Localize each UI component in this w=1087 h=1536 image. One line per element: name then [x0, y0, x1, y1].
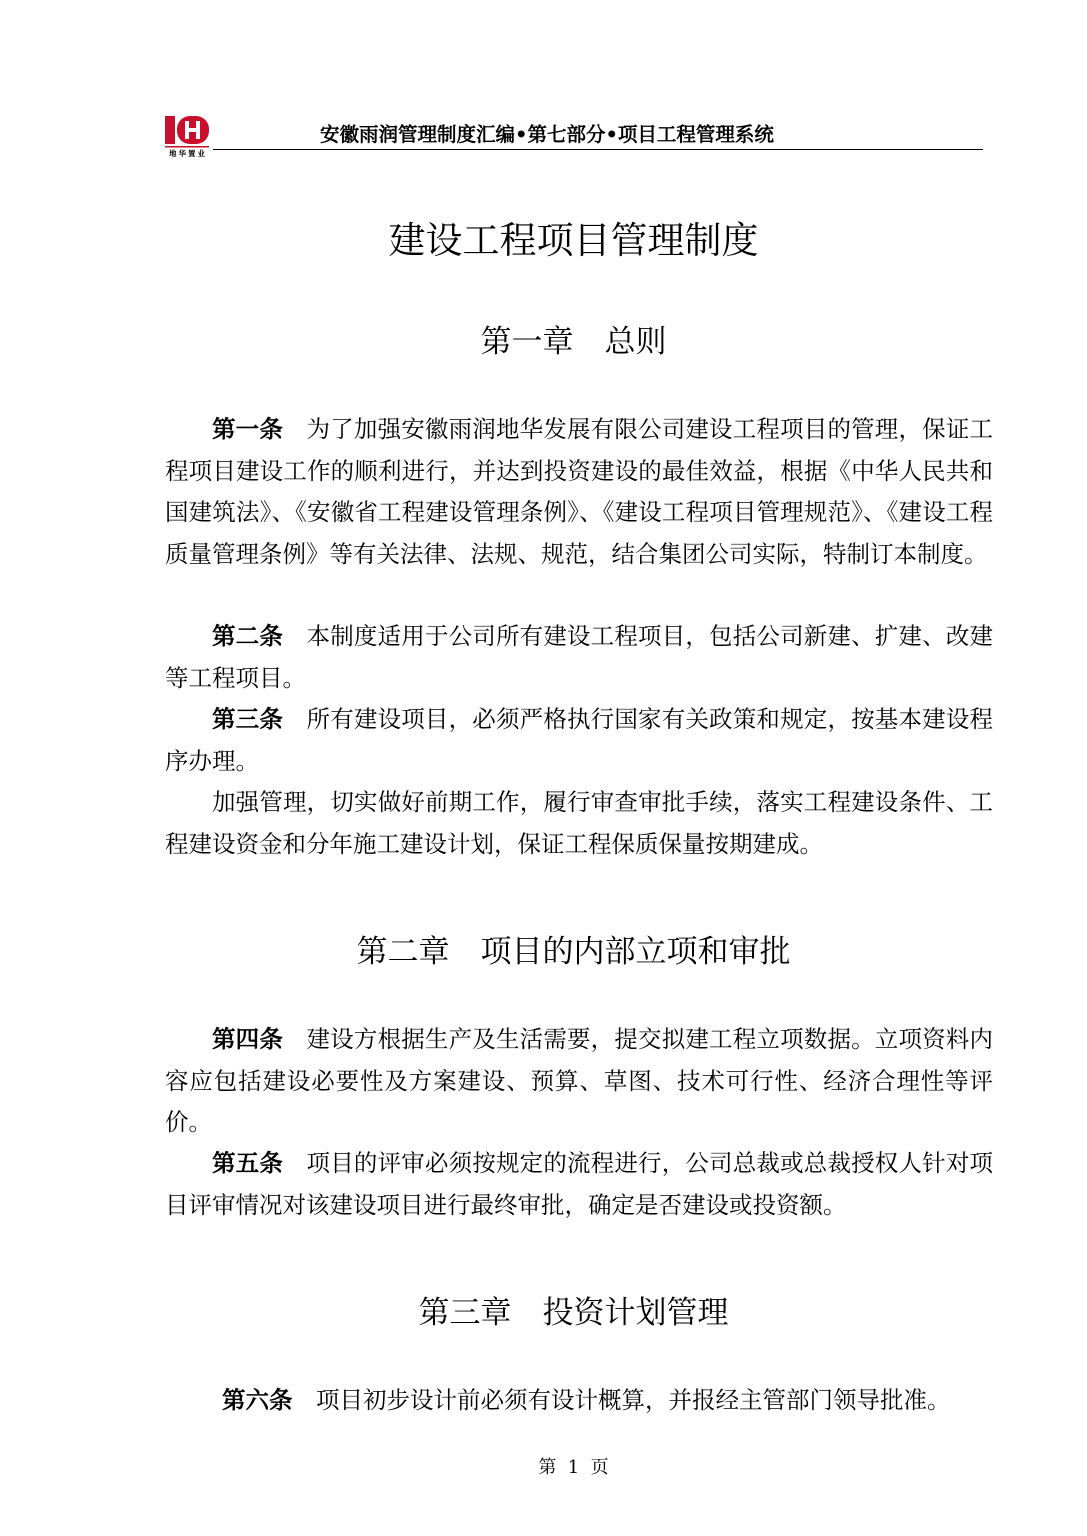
article-paragraph [165, 616, 993, 699]
paragraph-text: 加强管理，切实做好前期工作，履行审查审批手续，落实工程建设条件、工程建设资金和分年施工建设计划，保证工程保质保量按期建成。 [165, 788, 993, 858]
article-paragraph [165, 409, 993, 575]
article-label: 第三条 [212, 705, 284, 733]
article-text: 为了加强安徽雨润地华发展有限公司建设工程项目的管理，保证工程项目建设工作的顺利进行，并达到投资建设的最佳效益，根据《中华人民共和国建筑法》、《安徽省工程建设管理条例》、《建设工程项目管理规范》、《建设工程质量管理条例》等有关法律、法规、规范，结合集团公司实际，特制订本制度。 [165, 415, 994, 568]
chapter-heading: 第二章 项目的内部立项和审批 [356, 934, 791, 970]
body-paragraph [165, 782, 993, 865]
article-text: 项目的评审必须按规定的流程进行，公司总裁或总裁授权人针对项目评审情况对该建设项目进行最终审批，确定是否建设或投资额。 [165, 1149, 994, 1219]
page-number: 第 1 页 [538, 1457, 609, 1478]
article-label: 第一条 [212, 415, 284, 443]
chapter-heading: 第三章 投资计划管理 [418, 1295, 729, 1331]
logo-text: 地华置业 [169, 149, 207, 158]
header-title: 安徽雨润管理制度汇编•第七部分•项目工程管理系统 [320, 123, 774, 146]
article-text: 所有建设项目，必须严格执行国家有关政策和规定，按基本建设程序办理。 [165, 705, 994, 775]
article-text: 项目初步设计前必须有设计概算，并报经主管部门领导批准。 [316, 1386, 951, 1414]
article-paragraph [165, 1019, 993, 1144]
document-title: 建设工程项目管理制度 [388, 219, 759, 262]
article-label: 第四条 [212, 1025, 284, 1053]
article-text: 建设方根据生产及生活需要，提交拟建工程立项数据。立项资料内容应包括建设必要性及方案建设、预算、草图、技术可行性、经济合理性等评价。 [165, 1025, 994, 1136]
company-logo [163, 113, 211, 159]
article-label: 第六条 [222, 1386, 293, 1414]
article-text: 本制度适用于公司所有建设工程项目，包括公司新建、扩建、改建等工程项目。 [165, 622, 994, 692]
article-paragraph [165, 699, 993, 782]
chapter-heading: 第一章 总则 [480, 324, 667, 360]
article-label: 第二条 [212, 622, 284, 650]
article-label: 第五条 [212, 1149, 284, 1177]
article-paragraph [165, 1143, 993, 1226]
header-rule [213, 149, 983, 150]
article-paragraph [175, 1380, 993, 1422]
